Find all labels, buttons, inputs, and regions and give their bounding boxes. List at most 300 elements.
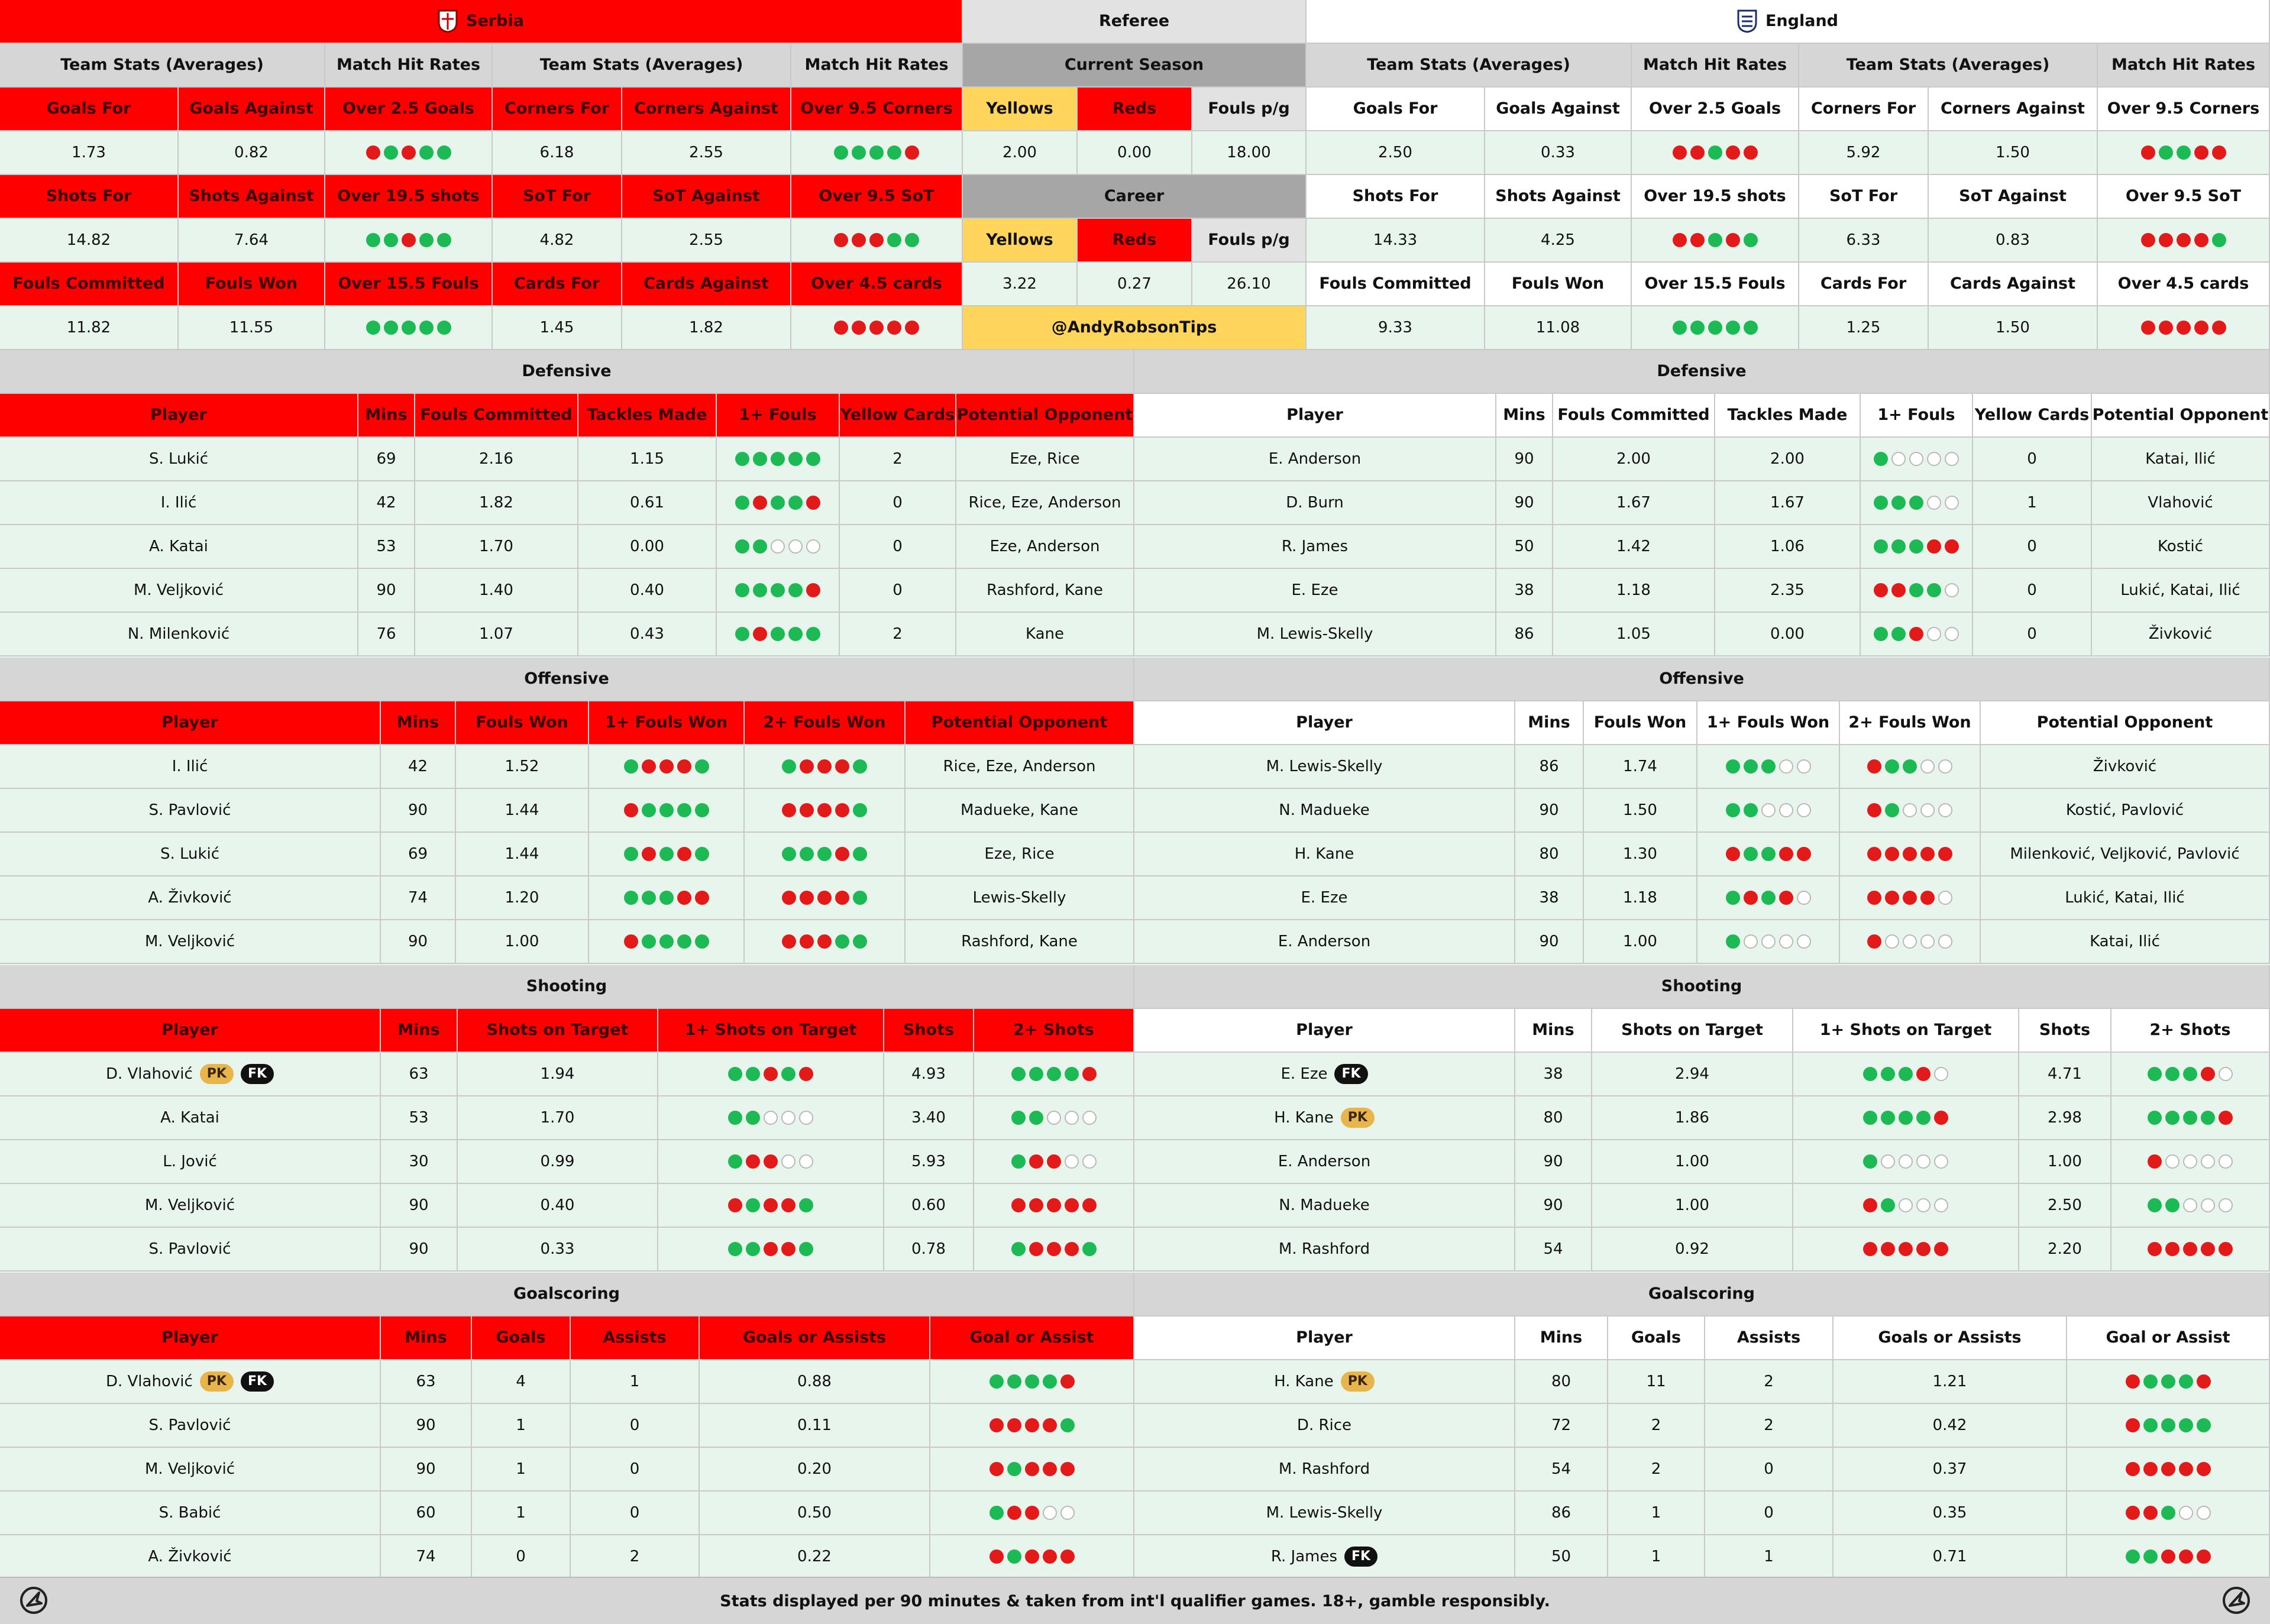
- footer-disclaimer: [0, 1577, 2270, 1624]
- miss-dot-red: [799, 1067, 813, 1081]
- table-cell: [906, 745, 1134, 789]
- table-cell: [1515, 789, 1584, 833]
- cell-value: 0.40: [540, 1196, 575, 1214]
- hit-dot-green: [642, 891, 656, 905]
- column-header-text: Shots: [903, 1021, 955, 1040]
- table-cell: [1496, 525, 1553, 569]
- column-header: [1981, 701, 2270, 745]
- stat-value-text: 0.82: [234, 143, 269, 161]
- table-cell: [578, 569, 717, 613]
- table-cell: [1553, 525, 1715, 569]
- miss-dot-red: [1863, 1242, 1877, 1256]
- table-cell: [700, 1492, 930, 1535]
- hit-dot-green: [1881, 1198, 1895, 1212]
- column-header-text: 1+ Shots on Target: [1819, 1021, 1992, 1040]
- empty-dot: [1065, 1154, 1079, 1169]
- column-header-text: Mins: [405, 1328, 447, 1347]
- hit-dot-green: [853, 847, 867, 861]
- table-cell: [1515, 1096, 1592, 1140]
- stat-label: [1929, 263, 2098, 306]
- cell-value: 1.05: [1616, 625, 1651, 643]
- miss-dot-red: [1047, 1242, 1061, 1256]
- table-cell: [1584, 920, 1697, 964]
- empty-dot: [2183, 1154, 2197, 1169]
- table-cell: [930, 1492, 1134, 1535]
- hit-dot-green: [2161, 1418, 2175, 1432]
- miss-dot-red: [677, 891, 691, 905]
- stat-value: [1929, 219, 2098, 263]
- stat-value-text: 4.82: [539, 231, 574, 249]
- cell-value: 76: [376, 625, 396, 643]
- column-header: [2019, 1009, 2111, 1053]
- hit-dot-green: [1673, 321, 1687, 335]
- hit-dot-green: [2165, 1067, 2180, 1081]
- group-header: [1307, 44, 1632, 88]
- player-name: A. Živković: [148, 888, 232, 907]
- hit-dot-green: [782, 847, 796, 861]
- table-cell: [1840, 876, 1981, 920]
- cell-value: 90: [408, 801, 428, 819]
- referee-value-text: 0.00: [1117, 143, 1152, 161]
- group-header: [0, 44, 325, 88]
- column-header: [1496, 394, 1553, 438]
- cell-value: 90: [1539, 932, 1559, 950]
- miss-dot-red: [800, 803, 814, 817]
- stat-label: [1799, 263, 1929, 306]
- table-cell: [381, 789, 456, 833]
- stat-label-text: Shots Against: [189, 187, 314, 206]
- stat-value: [325, 131, 493, 175]
- stat-label: [493, 263, 622, 306]
- table-cell: [1840, 920, 1981, 964]
- cell-value: 0.99: [540, 1152, 575, 1170]
- hit-dot-green: [1909, 583, 1923, 597]
- cell-value: 2.94: [1675, 1065, 1709, 1083]
- cell-value: 0: [629, 1460, 640, 1478]
- player-name-cell: [1134, 613, 1496, 656]
- player-name-cell: [1134, 525, 1496, 569]
- miss-dot-red: [835, 847, 849, 861]
- stat-label-text: Over 4.5 cards: [811, 274, 942, 293]
- cell-value: 80: [1539, 845, 1559, 863]
- table-cell: [956, 613, 1134, 656]
- empty-dot: [1938, 934, 1952, 949]
- author-handle: [963, 306, 1307, 350]
- miss-dot-red: [1867, 891, 1881, 905]
- column-header-text: Fouls Committed: [420, 406, 573, 425]
- miss-dot-red: [800, 891, 814, 905]
- hit-dot-green: [1885, 803, 1899, 817]
- group-header-label: Match Hit Rates: [804, 56, 949, 75]
- table-cell: [1973, 613, 2092, 656]
- column-header: [1515, 1316, 1608, 1360]
- hit-dot-green: [788, 496, 803, 510]
- table-cell: [700, 1448, 930, 1492]
- miss-dot-red: [2165, 1242, 2180, 1256]
- hit-dot-green: [1761, 891, 1776, 905]
- hit-dot-green: [1881, 1111, 1895, 1125]
- hit-dot-green: [2148, 1198, 2162, 1212]
- miss-dot-red: [1899, 1242, 1913, 1256]
- player-name: S. Pavlović: [148, 1240, 231, 1258]
- player-name: D. Vlahović: [105, 1065, 193, 1083]
- table-cell: [1981, 876, 2270, 920]
- hit-dot-green: [2183, 1111, 2197, 1125]
- column-header-text: Player: [1296, 713, 1353, 732]
- stat-value: [325, 219, 493, 263]
- column-header: [906, 701, 1134, 745]
- player-name-cell: [0, 1184, 381, 1228]
- column-header-text: Player: [161, 1021, 218, 1040]
- table-cell: [2092, 569, 2270, 613]
- table-cell: [472, 1360, 571, 1404]
- group-header-label: Match Hit Rates: [336, 56, 481, 75]
- footer-text: Stats displayed per 90 minutes & taken from int'l qualifier games. 18+, gamble responsibly.: [720, 1591, 1550, 1610]
- table-cell: [1715, 481, 1861, 525]
- stat-value-text: 0.83: [1996, 231, 2030, 249]
- miss-dot-red: [1690, 233, 1705, 247]
- player-name-cell: [1134, 1053, 1515, 1096]
- hit-dot-green: [1082, 1242, 1097, 1256]
- england-crest-icon: [1737, 9, 1757, 33]
- table-cell: [745, 920, 906, 964]
- column-header-text: Potential Opponent: [2036, 713, 2213, 732]
- table-cell: [415, 569, 578, 613]
- miss-dot-red: [1885, 891, 1899, 905]
- empty-dot: [2219, 1067, 2233, 1081]
- cell-value: Madueke, Kane: [961, 801, 1078, 819]
- table-cell: [415, 613, 578, 656]
- empty-dot: [1938, 891, 1952, 905]
- cell-value: Lewis-Skelly: [972, 888, 1066, 907]
- hit-dot-green: [366, 321, 380, 335]
- table-cell: [1515, 1535, 1608, 1579]
- table-cell: [2019, 1096, 2111, 1140]
- stat-value: [0, 131, 179, 175]
- miss-dot-red: [1909, 627, 1923, 641]
- table-cell: [589, 920, 745, 964]
- table-cell: [956, 481, 1134, 525]
- hit-dot-green: [1726, 891, 1740, 905]
- cell-value: 42: [408, 757, 428, 775]
- player-name-cell: [0, 438, 358, 481]
- column-header: [1697, 701, 1840, 745]
- stat-label: [1307, 263, 1485, 306]
- table-cell: [658, 1184, 884, 1228]
- cell-value: 1.94: [540, 1065, 575, 1083]
- table-cell: [1981, 920, 2270, 964]
- stat-label: [791, 175, 963, 219]
- free-kick-taker-badge: FK: [1344, 1547, 1377, 1567]
- hit-dot-green: [1726, 759, 1740, 774]
- hit-dot-green: [1007, 1549, 1021, 1564]
- column-header: [1834, 1316, 2067, 1360]
- miss-dot-red: [2179, 1462, 2193, 1476]
- miss-dot-red: [990, 1418, 1004, 1432]
- empty-dot: [1934, 1154, 1948, 1169]
- miss-dot-red: [2126, 1374, 2140, 1389]
- column-header-text: Shots on Target: [486, 1021, 629, 1040]
- table-cell: [1592, 1184, 1793, 1228]
- table-cell: [1608, 1404, 1705, 1448]
- cell-value: 0.60: [911, 1196, 946, 1214]
- empty-dot: [799, 1154, 813, 1169]
- player-name-cell: [1134, 438, 1496, 481]
- table-cell: [358, 613, 415, 656]
- miss-dot-red: [835, 803, 849, 817]
- column-header-text: 1+ Fouls: [1877, 406, 1955, 425]
- cell-value: 90: [409, 1196, 429, 1214]
- miss-dot-red: [1025, 1418, 1039, 1432]
- cell-value: Kostić, Pavlović: [2065, 801, 2184, 819]
- stat-value: [1485, 219, 1632, 263]
- free-kick-taker-badge: FK: [241, 1371, 274, 1392]
- cell-value: 1.40: [479, 581, 513, 599]
- group-header-label: Team Stats (Averages): [60, 56, 264, 75]
- column-header: [1608, 1316, 1705, 1360]
- hit-dot-green: [735, 452, 749, 466]
- column-header-text: Goals: [1631, 1328, 1682, 1347]
- stat-value: [1307, 219, 1485, 263]
- cell-value: 86: [1514, 625, 1534, 643]
- table-cell: [415, 438, 578, 481]
- referee-value-text: 26.10: [1227, 274, 1271, 293]
- hit-dot-green: [2148, 1067, 2162, 1081]
- hit-dot-green: [1903, 759, 1917, 774]
- cell-value: 0.22: [797, 1547, 832, 1565]
- table-cell: [1981, 789, 2270, 833]
- miss-dot-red: [1029, 1242, 1043, 1256]
- cell-value: Vlahović: [2148, 493, 2213, 512]
- column-header: [1515, 701, 1584, 745]
- stat-value: [493, 131, 622, 175]
- stat-label: [1632, 263, 1799, 306]
- hit-dot-green: [659, 803, 674, 817]
- kickoff-logo-icon: [2222, 1586, 2251, 1615]
- stat-label: [1485, 175, 1632, 219]
- player-name: E. Anderson: [1278, 932, 1371, 950]
- player-name-cell: [0, 1360, 381, 1404]
- hit-dot-green: [1899, 1067, 1913, 1081]
- column-header-text: Player: [1296, 1328, 1353, 1347]
- cell-value: 2.20: [2048, 1240, 2082, 1258]
- empty-dot: [1920, 759, 1935, 774]
- table-cell: [2092, 438, 2270, 481]
- table-cell: [1973, 438, 2092, 481]
- cell-value: 2: [629, 1547, 640, 1565]
- stat-label: [1485, 88, 1632, 131]
- cell-value: 1: [2027, 493, 2037, 512]
- hit-dot-green: [2201, 1111, 2215, 1125]
- player-name: H. Kane: [1274, 1372, 1334, 1390]
- table-cell: [415, 525, 578, 569]
- cell-value: 38: [1539, 888, 1559, 907]
- hit-dot-green: [624, 759, 638, 774]
- player-name: R. James: [1270, 1547, 1338, 1565]
- miss-dot-red: [2179, 1549, 2193, 1564]
- current-season-header: [963, 44, 1307, 88]
- stat-value: [1485, 306, 1632, 350]
- stat-value: [179, 131, 325, 175]
- stat-value: [791, 219, 963, 263]
- stat-label-text: Over 2.5 Goals: [1648, 99, 1781, 118]
- miss-dot-red: [782, 803, 796, 817]
- column-header: [0, 1316, 381, 1360]
- current-season-label: Current Season: [1064, 56, 1204, 75]
- cell-value: 5.93: [911, 1152, 946, 1170]
- miss-dot-red: [1060, 1549, 1075, 1564]
- player-name-cell: [0, 1404, 381, 1448]
- empty-dot: [1043, 1506, 1057, 1520]
- cell-value: 2.16: [479, 449, 513, 468]
- hit-dot-green: [728, 1242, 742, 1256]
- hit-dot-green: [1909, 496, 1923, 510]
- miss-dot-red: [835, 891, 849, 905]
- miss-dot-red: [1025, 1462, 1039, 1476]
- table-cell: [1496, 613, 1553, 656]
- cell-value: 69: [408, 845, 428, 863]
- hit-dot-green: [835, 934, 849, 949]
- miss-dot-red: [905, 321, 919, 335]
- cell-value: 2.50: [2048, 1196, 2082, 1214]
- empty-dot: [1797, 891, 1811, 905]
- section-title: Goalscoring: [1648, 1285, 1755, 1303]
- stat-label-text: Cards Against: [1949, 274, 2076, 293]
- hit-dot-green: [1726, 321, 1740, 335]
- player-name-cell: [0, 1228, 381, 1272]
- empty-dot: [2183, 1198, 2197, 1212]
- player-name-cell: [1134, 1184, 1515, 1228]
- hit-dot-green: [853, 934, 867, 949]
- hit-dot-green: [887, 233, 901, 247]
- stat-label-text: SoT Against: [652, 187, 760, 206]
- hit-dot-green: [1744, 233, 1758, 247]
- miss-dot-red: [1007, 1506, 1021, 1520]
- empty-dot: [1945, 627, 1959, 641]
- table-cell: [1496, 569, 1553, 613]
- empty-dot: [1927, 496, 1941, 510]
- serbia-defensive-title: [0, 350, 1134, 394]
- table-cell: [381, 1360, 472, 1404]
- cell-value: 1.00: [1675, 1196, 1709, 1214]
- table-cell: [1584, 745, 1697, 789]
- player-name: E. Eze: [1301, 888, 1348, 907]
- table-cell: [1592, 1228, 1793, 1272]
- cell-value: 90: [1514, 493, 1534, 512]
- player-name-cell: [0, 833, 381, 876]
- cell-value: 0.71: [1932, 1547, 1967, 1565]
- hit-dot-green: [799, 1198, 813, 1212]
- stat-label-text: Over 15.5 Fouls: [1644, 274, 1786, 293]
- stat-label: [1632, 175, 1799, 219]
- stat-value: [791, 131, 963, 175]
- table-cell: [906, 920, 1134, 964]
- table-cell: [458, 1053, 658, 1096]
- table-cell: [906, 833, 1134, 876]
- table-cell: [1793, 1053, 2019, 1096]
- miss-dot-red: [1934, 1242, 1948, 1256]
- hit-dot-green: [1029, 1111, 1043, 1125]
- empty-dot: [1761, 934, 1776, 949]
- stat-label-text: Corners Against: [1941, 99, 2085, 118]
- miss-dot-red: [764, 1242, 778, 1256]
- miss-dot-red: [1047, 1154, 1061, 1169]
- column-header: [1861, 394, 1973, 438]
- serbia-header: [0, 0, 963, 44]
- column-header: [381, 1009, 458, 1053]
- empty-dot: [1934, 1067, 1948, 1081]
- empty-dot: [799, 1111, 813, 1125]
- hit-dot-green: [1927, 583, 1941, 597]
- cell-value: Kostić: [2158, 537, 2203, 555]
- miss-dot-red: [1043, 1462, 1057, 1476]
- stat-label: [0, 175, 179, 219]
- player-name: R. James: [1281, 537, 1349, 555]
- stat-label: [622, 88, 791, 131]
- referee-stat-label: [1078, 88, 1192, 131]
- table-cell: [2092, 481, 2270, 525]
- table-cell: [456, 920, 589, 964]
- hit-dot-green: [800, 847, 814, 861]
- england-name: England: [1765, 12, 1839, 31]
- player-name-cell: [1134, 1448, 1515, 1492]
- table-cell: [1834, 1535, 2067, 1579]
- empty-dot: [1797, 759, 1811, 774]
- miss-dot-red: [764, 1154, 778, 1169]
- referee-value-text: 18.00: [1227, 143, 1271, 161]
- table-cell: [358, 569, 415, 613]
- stat-label: [325, 263, 493, 306]
- table-cell: [1973, 525, 2092, 569]
- stat-value-text: 7.64: [234, 231, 269, 249]
- stat-label-text: Fouls Won: [205, 274, 298, 293]
- cell-value: 90: [1514, 449, 1534, 468]
- table-cell: [1793, 1228, 2019, 1272]
- table-cell: [472, 1448, 571, 1492]
- hit-dot-green: [2126, 1549, 2140, 1564]
- table-cell: [1973, 569, 2092, 613]
- table-cell: [1981, 745, 2270, 789]
- table-cell: [717, 438, 840, 481]
- cell-value: 0: [893, 493, 903, 512]
- table-cell: [717, 569, 840, 613]
- stat-label-text: Fouls Committed: [1319, 274, 1472, 293]
- referee-header: [963, 0, 1307, 44]
- table-cell: [1705, 1492, 1834, 1535]
- column-header: [717, 394, 840, 438]
- stat-value: [1307, 131, 1485, 175]
- hit-dot-green: [728, 1154, 742, 1169]
- miss-dot-red: [2126, 1462, 2140, 1476]
- hit-dot-green: [677, 934, 691, 949]
- stat-value-text: 14.33: [1373, 231, 1418, 249]
- miss-dot-red: [2194, 145, 2208, 160]
- group-header: [2098, 44, 2270, 88]
- miss-dot-red: [1916, 1242, 1931, 1256]
- empty-dot: [1082, 1154, 1097, 1169]
- miss-dot-red: [817, 803, 832, 817]
- career-header: [963, 175, 1307, 219]
- table-cell: [840, 438, 956, 481]
- cell-value: 0.43: [630, 625, 664, 643]
- stat-label: [1307, 175, 1485, 219]
- hit-dot-green: [695, 847, 709, 861]
- miss-dot-red: [782, 891, 796, 905]
- cell-value: 2: [1651, 1416, 1661, 1434]
- miss-dot-red: [2197, 1462, 2211, 1476]
- player-name: N. Madueke: [1279, 801, 1370, 819]
- cell-value: 0.78: [911, 1240, 946, 1258]
